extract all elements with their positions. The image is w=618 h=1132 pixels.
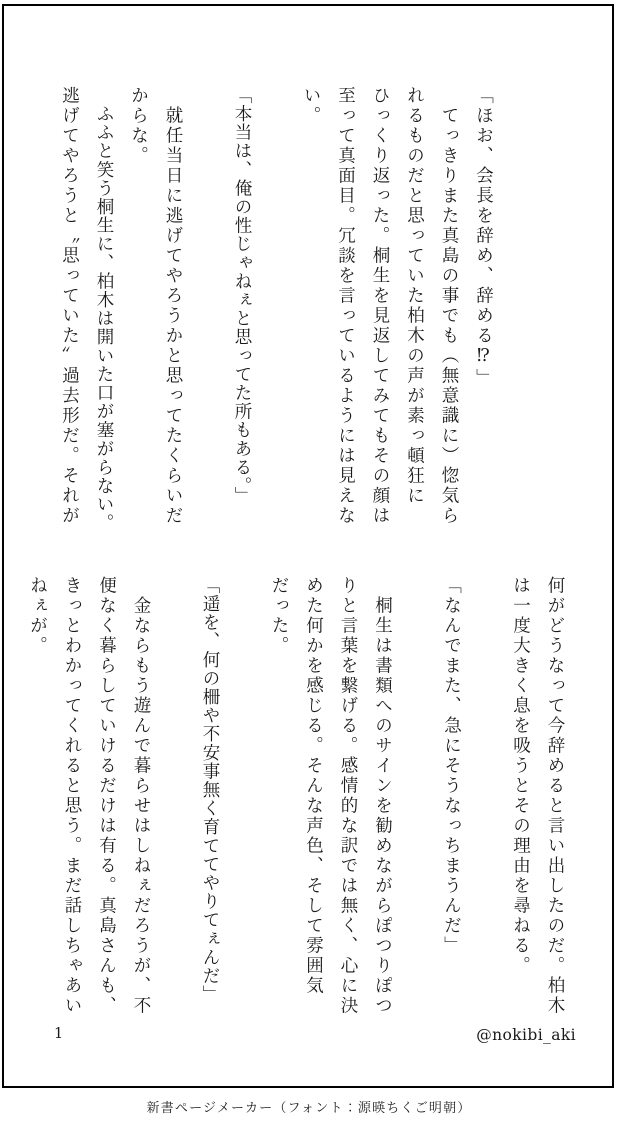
text-line: れるものだと思っていた柏木の声が素っ頓狂に	[404, 86, 425, 506]
text-line: 桐生は書類へのサインを勧めながらぽつりぽつ	[372, 576, 393, 1016]
text-line: 便なく暮らしていけるだけは有る。真島さんも、	[96, 576, 117, 1016]
text-line: 「遥を、何の柵や不安事無く育ててやりてぇんだ」	[200, 576, 220, 1004]
text-line: てっきりまた真島の事でも（無意識に）惚気ら	[439, 86, 459, 526]
text-line: めた何かを感じる。そんな声色、そして雰囲気	[303, 576, 324, 996]
blank-line	[190, 86, 225, 538]
blank-line	[158, 576, 193, 1028]
text-section-top	[52, 86, 501, 538]
generator-caption: 新書ページメーカー（フォント：源暎ちくご明朝）	[146, 1101, 472, 1116]
text-line: 「本当は、俺の性じゃねぇと思ってた所もある。」	[232, 86, 252, 506]
blank-line	[227, 576, 262, 1028]
text-line: だった。	[269, 576, 289, 656]
text-line: りと言葉を繋げる。感情的な訳では無く、心に決	[338, 576, 358, 1016]
text-line: 何がどうなって今辞めると言い出したのだ。柏木	[545, 576, 565, 1016]
text-line: ふふと笑う桐生に、柏木は開いた口が塞がらない。	[94, 86, 114, 533]
text-line: からな。	[128, 86, 149, 166]
text-line: 金ならもう遊んで暮らせはしねぇだろうが、不	[131, 576, 151, 1016]
text-line: ひっくり返った。桐生を見返してみてもその顔は	[370, 86, 390, 526]
text-line: 「ほお、会長を辞め、辞める⁉」	[473, 86, 494, 389]
text-line: 就任当日に逃げてやろうかと思ってたくらいだ	[163, 86, 183, 526]
text-line: ねぇが。	[27, 576, 48, 656]
blank-line	[400, 576, 435, 1028]
blank-line	[259, 86, 294, 538]
author-handle: @nokibi_aki	[476, 1026, 576, 1044]
text-line: 逃げてやろうと〝思っていた〟過去形だ。それが	[59, 86, 80, 526]
blank-line	[469, 576, 504, 1028]
text-line: 「なんでまた、急にそうなっちまうんだ」	[441, 576, 462, 956]
text-section-bottom	[20, 576, 572, 1028]
page-number: 1	[54, 1026, 64, 1042]
text-line: 至って真面目。冗談を言っているようには見えな	[335, 86, 356, 526]
text-line: は一度大きく息を吸うとその理由を尋ねる。	[510, 576, 531, 976]
text-line: い。	[301, 86, 321, 126]
text-line: きっとわかってくれると思う。まだ話しちゃあい	[62, 576, 82, 1016]
